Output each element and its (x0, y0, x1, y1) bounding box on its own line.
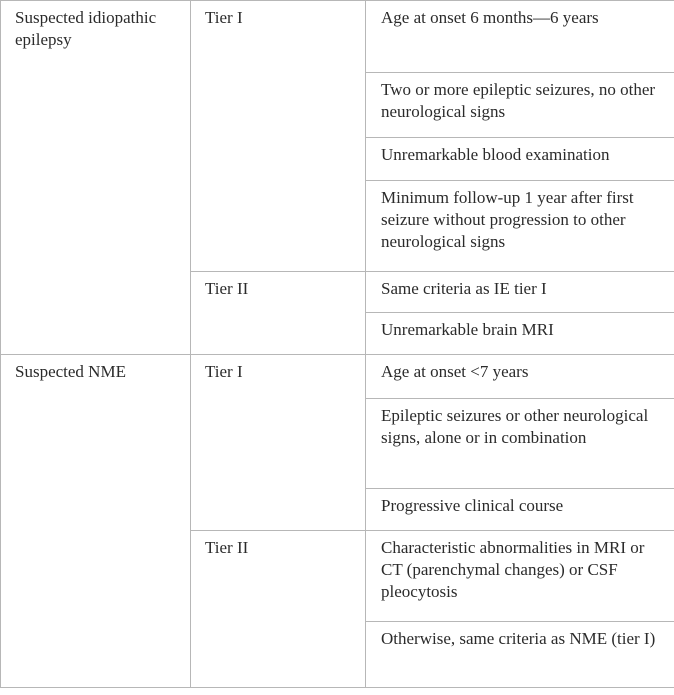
criterion-cell: Minimum follow-up 1 year after first seizure without progression to other neurological signs (366, 181, 674, 272)
category-cell: Suspected idiopathic epilepsy (1, 1, 191, 355)
criterion-cell: Otherwise, same criteria as NME (tier I) (366, 622, 674, 688)
criterion-cell: Same criteria as IE tier I (366, 272, 674, 313)
tier-cell: Tier II (191, 531, 366, 688)
criterion-cell: Progressive clinical course (366, 489, 674, 531)
tier-cell: Tier I (191, 355, 366, 531)
criterion-cell: Two or more epileptic seizures, no other neurological signs (366, 73, 674, 138)
tier-cell: Tier II (191, 272, 366, 355)
criterion-cell: Epileptic seizures or other neurological signs, alone or in combination (366, 399, 674, 489)
criterion-cell: Unremarkable brain MRI (366, 313, 674, 355)
criterion-cell: Unremarkable blood examination (366, 138, 674, 181)
criterion-cell: Age at onset <7 years (366, 355, 674, 399)
criterion-cell: Characteristic abnormalities in MRI or CT (parenchymal changes) or CSF pleocytosis (366, 531, 674, 622)
tier-cell: Tier I (191, 1, 366, 272)
criterion-cell: Age at onset 6 months—6 years (366, 1, 674, 73)
table-row (1, 1, 674, 73)
category-cell: Suspected NME (1, 355, 191, 688)
table-row (1, 355, 674, 399)
